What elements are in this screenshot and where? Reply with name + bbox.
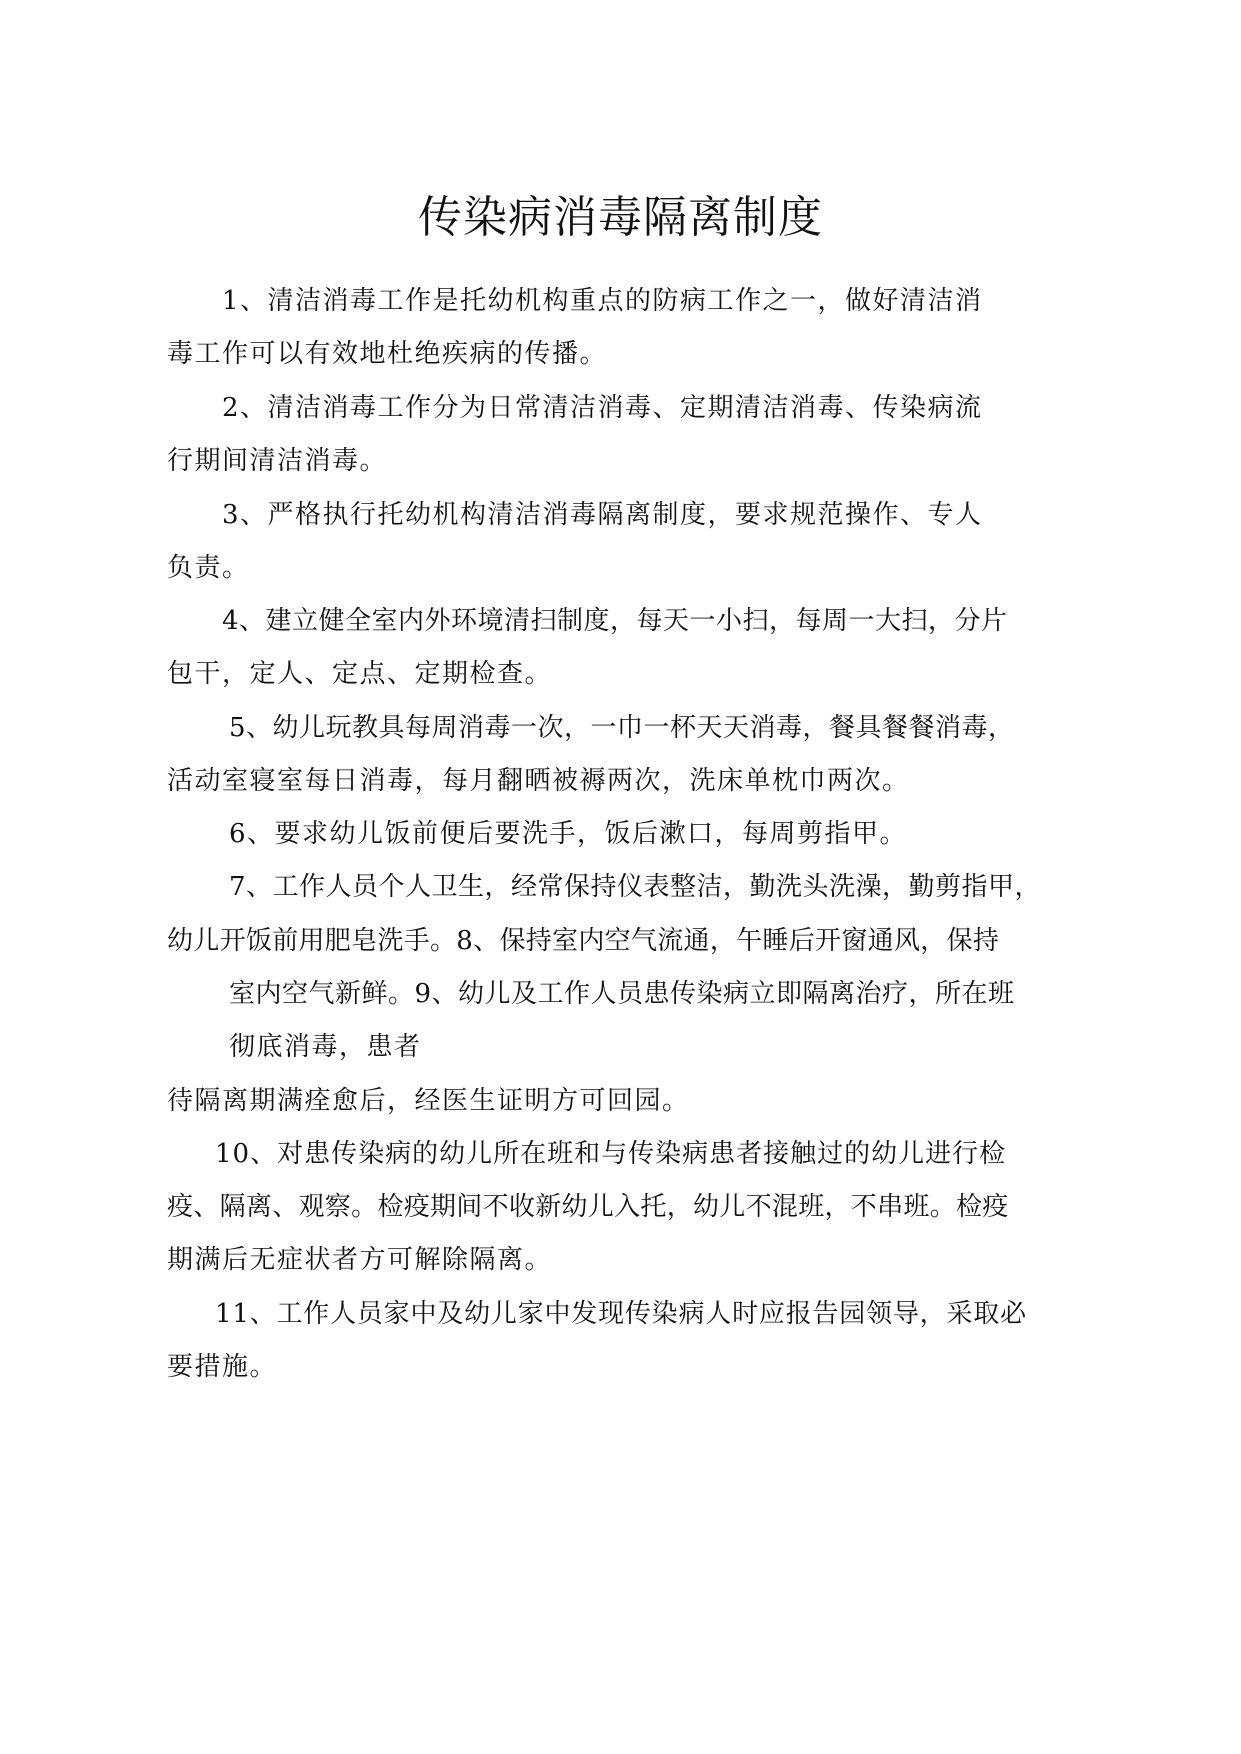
paragraph-4-line-1: 4、建立健全室内外环境清扫制度，每天一小扫，每周一大扫，分片 xyxy=(222,606,1008,636)
paragraph-1-line-2: 毒工作可以有效地杜绝疾病的传播。 xyxy=(167,339,608,369)
paragraph-10-line-1: 10、对患传染病的幼儿所在班和与传染病患者接触过的幼儿进行检 xyxy=(215,1139,1007,1169)
paragraph-7-line-1: 7、工作人员个人卫生，经常保持仪表整洁，勤洗头洗澡，勤剪指甲， xyxy=(229,872,1042,902)
paragraph-4-line-2: 包干，定人、定点、定期检查。 xyxy=(167,659,553,689)
paragraph-10-line-2: 疫、隔离、观察。检疫期间不收新幼儿入托，幼儿不混班，不串班。检疫 xyxy=(167,1192,1009,1222)
paragraph-2-line-2: 行期间清洁消毒。 xyxy=(167,446,388,476)
paragraph-7-line-4: 彻底消毒，患者 xyxy=(229,1032,422,1062)
paragraph-7-line-3: 室内空气新鲜。9、幼儿及工作人员患传染病立即隔离治疗，所在班 xyxy=(229,979,1015,1009)
paragraph-5-line-1: 5、幼儿玩教具每周消毒一次，一巾一杯天天消毒，餐具餐餐消毒， xyxy=(229,713,1015,743)
paragraph-3-line-2: 负责。 xyxy=(167,553,250,583)
paragraph-3-line-1: 3、严格执行托幼机构清洁消毒隔离制度，要求规范操作、专人 xyxy=(222,500,983,530)
paragraph-10-line-3: 期满后无症状者方可解除隔离。 xyxy=(167,1245,553,1275)
paragraph-2-line-1: 2、清洁消毒工作分为日常清洁消毒、定期清洁消毒、传染病流 xyxy=(222,393,983,423)
paragraph-1-line-1: 1、清洁消毒工作是托幼机构重点的防病工作之一，做好清洁消 xyxy=(222,286,983,316)
paragraph-11-line-1: 11、工作人员家中及幼儿家中发现传染病人时应报告园领导，采取必 xyxy=(215,1299,1027,1329)
paragraph-6-line-1: 6、要求幼儿饭前便后要洗手，饭后漱口，每周剪指甲。 xyxy=(229,819,908,849)
paragraph-7-line-5: 待隔离期满痊愈后，经医生证明方可回园。 xyxy=(167,1086,690,1116)
paragraph-7-line-2: 幼儿开饭前用肥皂洗手。8、保持室内空气流通，午睡后开窗通风，保持 xyxy=(167,926,1000,956)
paragraph-11-line-2: 要措施。 xyxy=(167,1352,278,1382)
document-title: 传染病消毒隔离制度 xyxy=(418,192,823,243)
paragraph-5-line-2: 活动室寝室每日消毒，每月翻晒被褥两次，洗床单枕巾两次。 xyxy=(167,766,910,796)
